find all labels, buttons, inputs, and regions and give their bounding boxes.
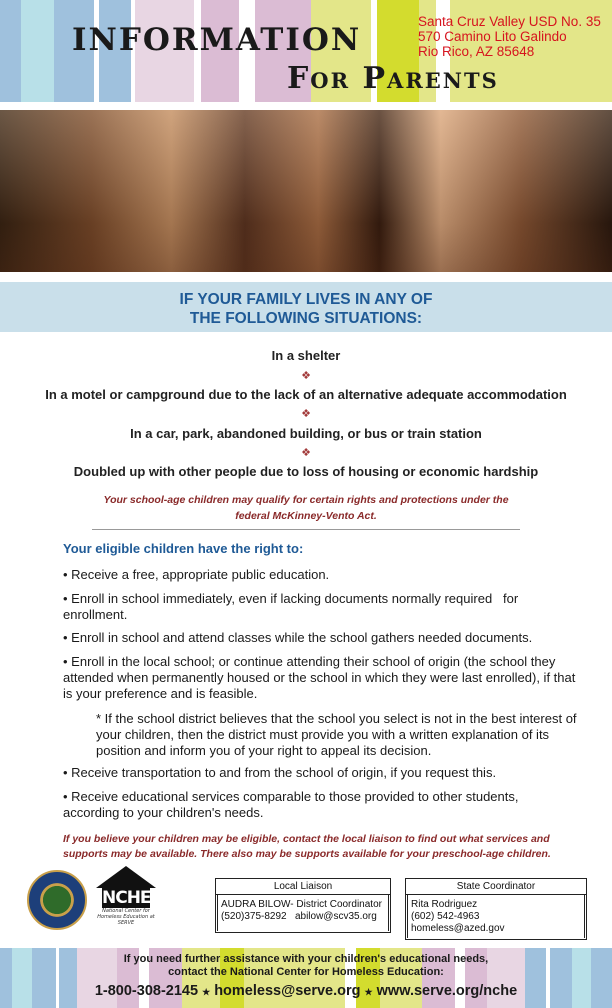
note-line1: Your school-age children may qualify for certain rights and protections under the xyxy=(103,494,509,506)
coordinator-email: homeless@azed.gov xyxy=(411,923,505,934)
footer-line1: If you need further assistance with your children's educational needs, xyxy=(123,953,489,965)
nche-email-link[interactable]: homeless@serve.org xyxy=(214,983,361,999)
liaison-name: AUDRA BILOW- District Coordinator xyxy=(221,899,382,910)
title-information: INFORMATION xyxy=(72,22,362,58)
coordinator-name: Rita Rodriguez xyxy=(411,899,478,910)
local-liaison-box xyxy=(215,878,391,933)
nche-website-link[interactable]: www.serve.org/nche xyxy=(376,983,518,999)
rights-heading: Your eligible children have the right to: xyxy=(63,541,304,556)
star-icon: ★ xyxy=(202,987,211,997)
divider xyxy=(92,529,520,530)
mckinney-note xyxy=(60,492,552,524)
note-line2: federal McKinney-Vento Act. xyxy=(235,510,377,522)
rights-item: • Receive educational services comparable to those provided to other students, according to your children's needs. xyxy=(63,789,519,820)
address-line2: Rio Rico, AZ 85648 xyxy=(418,44,535,59)
liaison-contact: (520)375-8292 abilow@scv35.org xyxy=(221,911,377,922)
rights-item: • Enroll in the local school; or continue attending their school of origin (the school they attended when permanently housed or the school in which they were last enrolled), if that is your preference and is feasible. xyxy=(63,654,576,701)
banner-line2: THE FOLLOWING SITUATIONS: xyxy=(189,310,423,327)
separator-icon: ❖ xyxy=(301,369,311,382)
coordinator-phone: (602) 542-4963 xyxy=(411,911,480,922)
title-for-parents: For Parents xyxy=(287,61,499,96)
rights-item: • Enroll in school and attend classes while the school gathers needed documents. xyxy=(63,630,533,645)
rights-subnote: * If the school district believes that the school you select is not in the best interest of your children, then the district must provide you with a written explanation of its position and inform you of your right to appeal its decision. xyxy=(96,711,577,758)
situations-banner xyxy=(0,282,612,332)
children-photo xyxy=(0,110,612,272)
liaison-callout: If you believe your children may be eligible, contact the local liaison to find out what services and supports may be available. There also may be supports available for your preschool-age children. xyxy=(63,833,551,860)
separator-icon: ❖ xyxy=(301,446,311,459)
situation-item: In a car, park, abandoned building, or bus or train station xyxy=(130,426,482,441)
footer-line2: contact the National Center for Homeless Education: xyxy=(168,966,444,978)
situation-item: In a shelter xyxy=(271,348,341,363)
address-line1: 570 Camino Lito Galindo xyxy=(418,29,567,44)
footer xyxy=(0,953,612,999)
rights-item: • Receive a free, appropriate public education. xyxy=(63,567,330,582)
star-icon: ★ xyxy=(364,987,373,997)
banner-line1: IF YOUR FAMILY LIVES IN ANY OF xyxy=(179,291,433,308)
district-address xyxy=(418,14,601,59)
state-coordinator-box xyxy=(405,878,587,940)
department-of-education-seal xyxy=(27,870,87,930)
local-liaison-label: Local Liaison xyxy=(216,879,390,895)
nche-logo xyxy=(96,866,156,946)
state-coordinator-label: State Coordinator xyxy=(406,879,586,895)
separator-icon: ❖ xyxy=(301,407,311,420)
situation-item: Doubled up with other people due to loss of housing or economic hardship xyxy=(73,464,539,479)
district-name: Santa Cruz Valley USD No. 35 xyxy=(418,14,601,29)
rights-item: • Enroll in school immediately, even if lacking documents normally required for enrollment. xyxy=(63,591,519,622)
nche-caption: National Center for Homeless Education at SERVE xyxy=(97,908,155,926)
rights-item: • Receive transportation to and from the school of origin, if you request this. xyxy=(63,765,497,780)
nche-logo-text: NCHE xyxy=(102,888,151,908)
nche-phone[interactable]: 1-800-308-2145 xyxy=(94,983,199,999)
situation-item: In a motel or campground due to the lack of an alternative adequate accommodation xyxy=(45,387,567,402)
